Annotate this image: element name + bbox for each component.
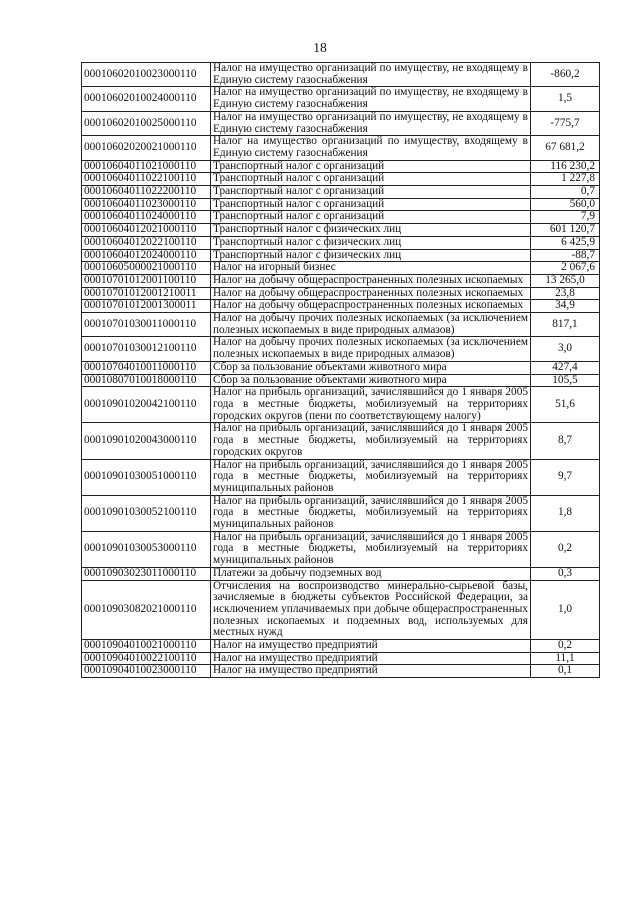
revenue-name-cell: Транспортный налог с физических лиц xyxy=(211,236,531,249)
revenue-name-cell: Налог на добычу прочих полезных ископаемых (за исключением полезных ископаемых в виде природных алмазов) xyxy=(211,313,531,337)
amount-cell: 23,8 xyxy=(531,287,600,300)
amount-cell: 105,5 xyxy=(531,374,600,387)
amount-cell: 13 265,0 xyxy=(531,274,600,287)
revenue-name-cell: Налог на добычу общераспространенных полезных ископаемых xyxy=(211,287,531,300)
amount-cell: -775,7 xyxy=(531,111,600,135)
budget-code-cell: 00010604011023000110 xyxy=(82,198,211,211)
table-row xyxy=(82,374,600,387)
table-row xyxy=(82,160,600,173)
table-row xyxy=(82,198,600,211)
budget-code-cell: 00010901020042100110 xyxy=(82,387,211,423)
budget-code-cell: 00010604011024000110 xyxy=(82,211,211,224)
budget-code-cell: 00010704010011000110 xyxy=(82,361,211,374)
amount-cell: 11,1 xyxy=(531,652,600,665)
table-row xyxy=(82,211,600,224)
amount-cell: 0,3 xyxy=(531,567,600,580)
revenue-name-cell: Отчисления на воспроизводство минерально-сырьевой базы, зачисляемые в бюджеты субъектов Российской Федерации, за исключением уплачиваемых при добыче общераспространенных полезных ископаемых и подземных вод, используемых для местных нужд xyxy=(211,580,531,640)
table-body xyxy=(82,63,600,678)
budget-code-cell: 00010904010023000110 xyxy=(82,665,211,678)
table-row xyxy=(82,495,600,531)
table-row xyxy=(82,236,600,249)
budget-code-cell: 00010604011021000110 xyxy=(82,160,211,173)
table-row xyxy=(82,459,600,495)
budget-code-cell: 00010604012024000110 xyxy=(82,249,211,262)
table-row xyxy=(82,531,600,567)
amount-cell: 1,5 xyxy=(531,87,600,111)
budget-code-cell: 00010602010025000110 xyxy=(82,111,211,135)
table-row xyxy=(82,567,600,580)
budget-code-cell: 00010901030053000110 xyxy=(82,531,211,567)
budget-code-cell: 00010602020021000110 xyxy=(82,136,211,160)
table-row xyxy=(82,224,600,237)
revenue-name-cell: Налог на прибыль организаций, зачислявшийся до 1 января 2005 года в местные бюджеты, мобилизуемый на территориях городских округов xyxy=(211,423,531,459)
budget-code-cell: 00010903023011000110 xyxy=(82,567,211,580)
budget-code-cell: 00010903082021000110 xyxy=(82,580,211,640)
budget-code-cell: 00010901020043000110 xyxy=(82,423,211,459)
revenue-name-cell: Налог на добычу общераспространенных полезных ископаемых xyxy=(211,274,531,287)
revenue-name-cell: Налог на прибыль организаций, зачислявшийся до 1 января 2005 года в местные бюджеты, мобилизуемый на территориях муниципальных районов xyxy=(211,531,531,567)
page-number: 18 xyxy=(313,40,327,55)
budget-code-cell: 00010602010024000110 xyxy=(82,87,211,111)
revenue-name-cell: Транспортный налог с организаций xyxy=(211,211,531,224)
revenue-name-cell: Налог на прибыль организаций, зачислявшийся до 1 января 2005 года в местные бюджеты, мобилизуемый на территориях муниципальных районов xyxy=(211,495,531,531)
amount-cell: 9,7 xyxy=(531,459,600,495)
budget-code-cell: 00010701030012100110 xyxy=(82,337,211,361)
amount-cell: 817,1 xyxy=(531,313,600,337)
table-row xyxy=(82,640,600,653)
budget-code-cell: 00010701012001210011 xyxy=(82,287,211,300)
amount-cell: 1,8 xyxy=(531,495,600,531)
budget-code-cell: 00010604011022100110 xyxy=(82,173,211,186)
revenue-name-cell: Транспортный налог с физических лиц xyxy=(211,249,531,262)
table-row xyxy=(82,274,600,287)
table-row xyxy=(82,361,600,374)
budget-code-cell: 00010901030052100110 xyxy=(82,495,211,531)
amount-cell: 7,9 xyxy=(531,211,600,224)
revenue-name-cell: Налог на игорный бизнес xyxy=(211,262,531,275)
budget-code-cell: 00010901030051000110 xyxy=(82,459,211,495)
amount-cell: 0,2 xyxy=(531,640,600,653)
budget-code-cell: 00010602010023000110 xyxy=(82,63,211,87)
amount-cell: 0,2 xyxy=(531,531,600,567)
table-row xyxy=(82,173,600,186)
amount-cell: 1,0 xyxy=(531,580,600,640)
amount-cell: 0,7 xyxy=(531,186,600,199)
budget-code-cell: 00010701012001300011 xyxy=(82,300,211,313)
table-row xyxy=(82,652,600,665)
table-row xyxy=(82,313,600,337)
revenue-name-cell: Транспортный налог с организаций xyxy=(211,198,531,211)
table-row xyxy=(82,262,600,275)
revenue-name-cell: Налог на имущество организаций по имуществу, не входящему в Единую систему газоснабжения xyxy=(211,111,531,135)
budget-code-cell: 00010701030011000110 xyxy=(82,313,211,337)
amount-cell: 427,4 xyxy=(531,361,600,374)
amount-cell: -88,7 xyxy=(531,249,600,262)
table-row xyxy=(82,337,600,361)
budget-code-cell: 00010604012022100110 xyxy=(82,236,211,249)
table-row xyxy=(82,111,600,135)
table-row xyxy=(82,63,600,87)
table-row xyxy=(82,87,600,111)
revenue-name-cell: Налог на добычу общераспространенных полезных ископаемых xyxy=(211,300,531,313)
table-row xyxy=(82,580,600,640)
revenue-name-cell: Платежи за добычу подземных вод xyxy=(211,567,531,580)
amount-cell: 8,7 xyxy=(531,423,600,459)
revenue-name-cell: Налог на имущество организаций по имуществу, не входящему в Единую систему газоснабжения xyxy=(211,87,531,111)
amount-cell: 3,0 xyxy=(531,337,600,361)
budget-code-cell: 00010604011022200110 xyxy=(82,186,211,199)
revenue-name-cell: Налог на имущество предприятий xyxy=(211,665,531,678)
revenue-name-cell: Налог на имущество предприятий xyxy=(211,640,531,653)
amount-cell: 6 425,9 xyxy=(531,236,600,249)
amount-cell: 560,0 xyxy=(531,198,600,211)
budget-code-cell: 00010904010021000110 xyxy=(82,640,211,653)
budget-code-cell: 00010604012021000110 xyxy=(82,224,211,237)
revenue-name-cell: Налог на прибыль организаций, зачислявшийся до 1 января 2005 года в местные бюджеты, мобилизуемый на территориях муниципальных районов xyxy=(211,459,531,495)
budget-code-cell: 00010605000021000110 xyxy=(82,262,211,275)
amount-cell: 1 227,8 xyxy=(531,173,600,186)
revenue-name-cell: Налог на имущество предприятий xyxy=(211,652,531,665)
revenue-name-cell: Транспортный налог с физических лиц xyxy=(211,224,531,237)
amount-cell: -860,2 xyxy=(531,63,600,87)
revenue-name-cell: Транспортный налог с организаций xyxy=(211,160,531,173)
table-row xyxy=(82,186,600,199)
revenue-name-cell: Сбор за пользование объектами животного мира xyxy=(211,374,531,387)
amount-cell: 601 120,7 xyxy=(531,224,600,237)
amount-cell: 34,9 xyxy=(531,300,600,313)
budget-code-cell: 00010701012001100110 xyxy=(82,274,211,287)
amount-cell: 116 230,2 xyxy=(531,160,600,173)
table-row xyxy=(82,387,600,423)
table-row xyxy=(82,249,600,262)
amount-cell: 51,6 xyxy=(531,387,600,423)
revenue-name-cell: Налог на добычу прочих полезных ископаемых (за исключением полезных ископаемых в виде природных алмазов) xyxy=(211,337,531,361)
table-row xyxy=(82,665,600,678)
table-row xyxy=(82,136,600,160)
revenue-name-cell: Налог на прибыль организаций, зачислявшийся до 1 января 2005 года в местные бюджеты, мобилизуемый на территориях городских округов (пени по соответствующему налогу) xyxy=(211,387,531,423)
budget-code-cell: 00010904010022100110 xyxy=(82,652,211,665)
budget-code-cell: 00010807010018000110 xyxy=(82,374,211,387)
revenue-name-cell: Транспортный налог с организаций xyxy=(211,186,531,199)
amount-cell: 2 067,6 xyxy=(531,262,600,275)
table-row xyxy=(82,300,600,313)
table-row xyxy=(82,287,600,300)
revenue-name-cell: Сбор за пользование объектами животного мира xyxy=(211,361,531,374)
revenue-name-cell: Налог на имущество организаций по имуществу, входящему в Единую систему газоснабжения xyxy=(211,136,531,160)
revenue-table xyxy=(81,62,600,678)
table-row xyxy=(82,423,600,459)
revenue-name-cell: Транспортный налог с организаций xyxy=(211,173,531,186)
amount-cell: 67 681,2 xyxy=(531,136,600,160)
amount-cell: 0,1 xyxy=(531,665,600,678)
revenue-name-cell: Налог на имущество организаций по имуществу, не входящему в Единую систему газоснабжения xyxy=(211,63,531,87)
